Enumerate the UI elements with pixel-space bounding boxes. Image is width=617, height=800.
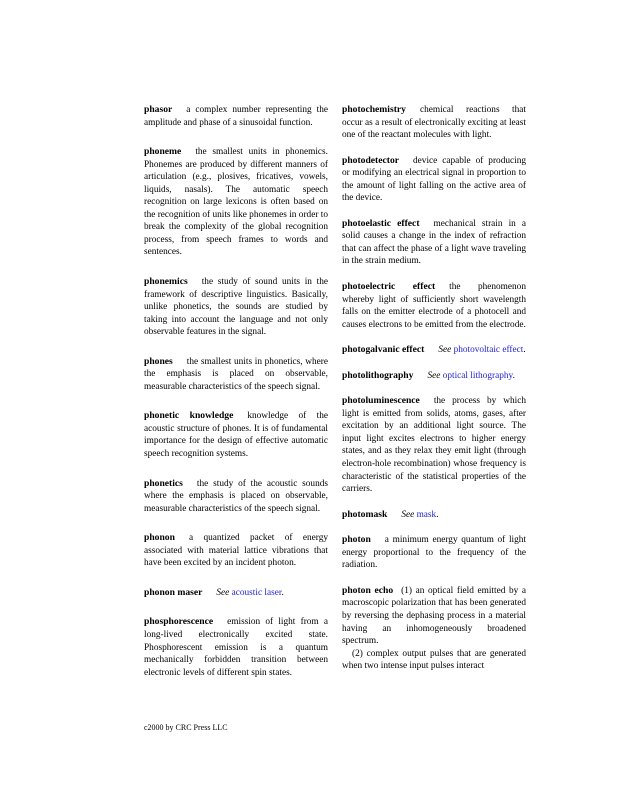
entry-term: photochemistry <box>342 104 406 115</box>
entry-phonon-maser <box>144 587 328 600</box>
entry-photogalvanic-effect <box>342 344 526 357</box>
entry-definition: the study of sound units in the framework of descriptive linguistics. Basically, unlike phonetics, the sounds are studied by taking into account the language and not only observable features in the signal. <box>144 277 328 338</box>
entry-definition: the smallest units in phonetics, where the emphasis is placed on observable, measurable characteristics of the speech signal. <box>144 356 328 392</box>
copyright-text: c2000 by CRC Press LLC <box>144 723 228 732</box>
entry-term: photolithography <box>342 369 414 381</box>
entry-term: phonetics <box>144 477 183 489</box>
entry-photodetector <box>342 155 526 205</box>
entry-end: . <box>512 370 515 381</box>
entry-term: photoelastic effect <box>342 217 420 229</box>
entry-term: photon <box>342 534 371 546</box>
entry-definition-continued: (2) complex output pulses that are generated when two intense input pulses interact <box>342 648 526 672</box>
entry-end: . <box>523 345 526 356</box>
entry-phasor <box>144 104 328 129</box>
entry-definition: knowledge of the acoustic structure of phones. It is of fundamental importance for the design of effective automatic speech recognition systems. <box>144 411 328 460</box>
entry-phonetic-knowledge <box>144 410 328 460</box>
cross-reference-link[interactable]: mask <box>416 509 437 520</box>
see-label: See <box>401 509 415 520</box>
entry-term: phonon <box>144 532 175 544</box>
entry-definition: the study of the acoustic sounds where the emphasis is placed on observable, measurable characteristics of the speech signal. <box>144 478 328 514</box>
entry-term: photogalvanic effect <box>342 344 425 356</box>
entry-term: photon echo <box>342 584 394 596</box>
left-column <box>144 104 328 679</box>
entry-photon-echo <box>342 585 526 673</box>
entry-definition: the phenomenon whereby light of sufficiently short wavelength falls on the emitter electrode of a photocell and causes electrons to be emitted from the electrode. <box>342 282 526 330</box>
entry-term: photodetector <box>342 154 400 166</box>
entry-term: phoneme <box>144 146 182 158</box>
entry-phonetics <box>144 478 328 516</box>
see-label: See <box>216 587 230 598</box>
copyright-footer <box>144 723 228 732</box>
entry-phonon <box>144 532 328 570</box>
entry-term: photomask <box>342 508 388 520</box>
entry-photolithography <box>342 370 526 383</box>
entry-phosphorescence <box>144 616 328 679</box>
right-column <box>342 104 526 673</box>
cross-reference-link[interactable]: photovoltaic effect <box>453 345 524 356</box>
entry-term: phonon maser <box>144 586 203 598</box>
entry-definition: the smallest units in phonemics. Phonemes are produced by different manners of articulation (e.g., plosives, fricatives, vowels, liquids, nasals). The automatic speech recognition on large lexicons is often based on the recognition of units like phonemes in order to break the complexity of the global recognition process, from speech frames to words and sentences. <box>144 147 328 258</box>
see-label: See <box>427 370 441 381</box>
entry-term: phasor <box>144 104 173 115</box>
entry-term: phonetic knowledge <box>144 410 234 422</box>
entry-end: . <box>436 509 439 520</box>
entry-photoluminescence <box>342 395 526 495</box>
entry-definition: a complex number representing the amplitude and phase of a sinusoidal function. <box>144 105 328 128</box>
entry-photochemistry <box>342 104 526 142</box>
entry-definition: emission of light from a long-lived electronically excited state. Phosphorescent emission is a quantum mechanically forbidden transition between electronic levels of different spin states. <box>144 617 328 678</box>
entry-end: . <box>281 587 284 598</box>
entry-term: photoelectric effect <box>342 281 436 293</box>
entry-term: photoluminescence <box>342 395 420 407</box>
entry-photoelectric-effect <box>342 281 526 331</box>
entry-definition: (1) an optical field emitted by a macroscopic polarization that has been generated by reversing the dephasing process in a material having an inhomogeneously broadened spectrum. <box>342 585 526 647</box>
entry-photomask <box>342 509 526 522</box>
entry-term: phones <box>144 355 173 367</box>
entry-definition: a quantized packet of energy associated with material lattice vibrations that have been excited by an incident photon. <box>144 533 328 569</box>
entry-definition: device capable of producing or modifying an electrical signal in proportion to the amount of light falling on the active area of the device. <box>342 155 526 204</box>
entry-term: phonemics <box>144 276 188 288</box>
entry-definition: mechanical strain in a solid causes a change in the index of refraction that can affect the phase of a light wave traveling in the strain medium. <box>342 218 526 267</box>
cross-reference-link[interactable]: acoustic laser <box>231 587 282 598</box>
cross-reference-link[interactable]: optical lithography <box>442 370 513 381</box>
see-label: See <box>438 345 452 356</box>
entry-photoelastic-effect <box>342 218 526 268</box>
entry-phonemics <box>144 276 328 339</box>
entry-definition: the process by which light is emitted from solids, atoms, gases, after excitation by an additional light source. The input light excites electrons to higher energy states, and as they relax they emit light (through electron-hole recombination) whose frequency is characteristic of the statistical properties of the carriers. <box>342 396 526 495</box>
entry-term: phosphorescence <box>144 616 214 628</box>
entry-definition: a minimum energy quantum of light energy proportional to the frequency of the radiation. <box>342 535 526 571</box>
entry-definition: chemical reactions that occur as a result of electronically exciting at least one of the reactant molecules with light. <box>342 105 526 141</box>
entry-photon <box>342 534 526 572</box>
entry-phoneme <box>144 146 328 259</box>
entry-phones <box>144 356 328 394</box>
